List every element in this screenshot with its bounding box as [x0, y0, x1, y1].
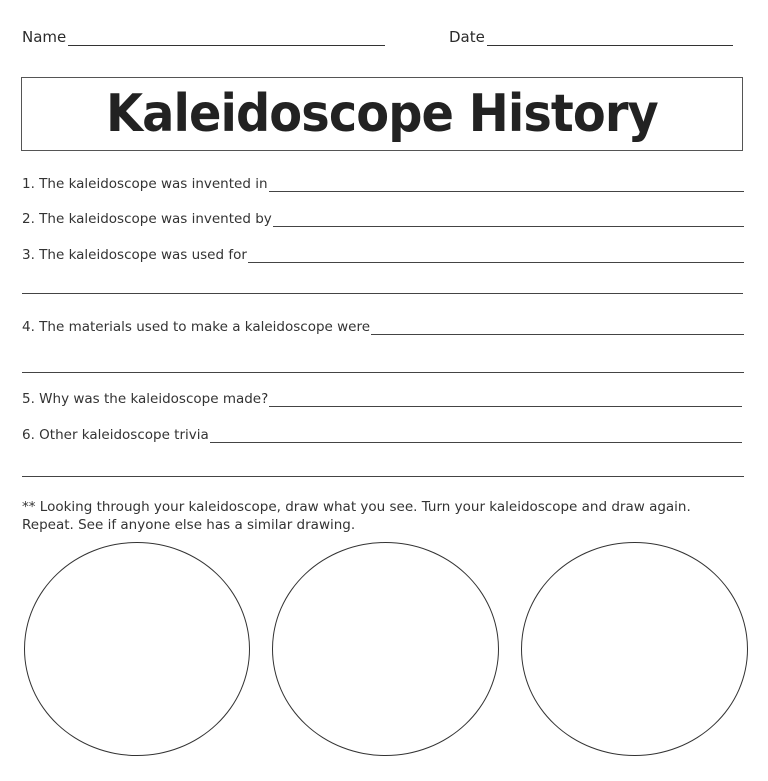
question-1-label: 1. The kaleidoscope was invented in	[22, 176, 268, 192]
question-6-answer-line[interactable]	[210, 428, 742, 443]
question-3-answer-line-2[interactable]	[22, 293, 743, 294]
drawing-instructions: ** Looking through your kaleidoscope, draw what you see. Turn your kaleidoscope and draw again. Repeat. See if anyone else has a similar drawing.	[22, 499, 691, 533]
name-label: Name	[22, 28, 67, 46]
question-4-answer-line-2[interactable]	[22, 372, 744, 373]
drawing-circle-1[interactable]	[24, 542, 250, 756]
question-5-label: 5. Why was the kaleidoscope made?	[22, 391, 269, 407]
question-5-answer-line[interactable]	[269, 392, 742, 407]
question-3-answer-line[interactable]	[248, 248, 744, 263]
date-label: Date	[449, 28, 485, 46]
question-2[interactable]	[22, 211, 744, 227]
name-field[interactable]	[22, 28, 385, 46]
date-blank-line[interactable]	[487, 29, 733, 46]
question-3-label: 3. The kaleidoscope was used for	[22, 247, 247, 263]
question-4[interactable]	[22, 319, 744, 335]
page-title: Kaleidoscope History	[106, 84, 658, 144]
question-2-label: 2. The kaleidoscope was invented by	[22, 211, 272, 227]
question-2-answer-line[interactable]	[273, 212, 744, 227]
date-field[interactable]	[449, 28, 733, 46]
question-1[interactable]	[22, 176, 744, 192]
question-6-answer-line-2[interactable]	[22, 476, 744, 477]
question-4-answer-line[interactable]	[371, 320, 744, 335]
question-5[interactable]	[22, 391, 742, 407]
drawing-circle-2[interactable]	[272, 542, 499, 756]
title-box	[21, 77, 743, 151]
name-blank-line[interactable]	[68, 29, 385, 46]
question-6[interactable]	[22, 427, 742, 443]
drawing-circle-3[interactable]	[521, 542, 748, 756]
question-3[interactable]	[22, 247, 744, 263]
question-6-label: 6. Other kaleidoscope trivia	[22, 427, 209, 443]
question-1-answer-line[interactable]	[269, 177, 744, 192]
question-4-label: 4. The materials used to make a kaleidoscope were	[22, 319, 371, 335]
